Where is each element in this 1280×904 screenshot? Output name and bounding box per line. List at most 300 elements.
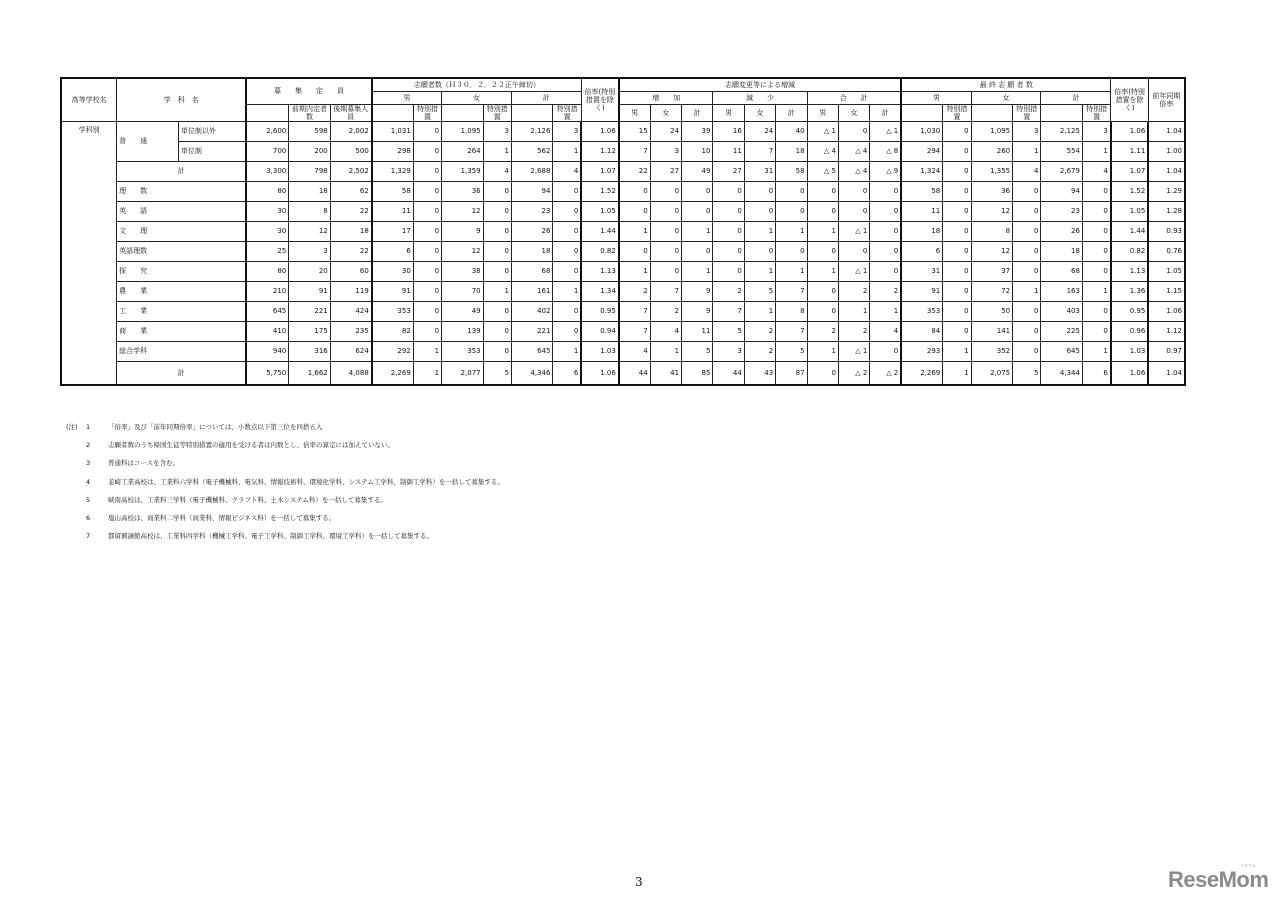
cell-if: 0 [650,242,681,262]
cell-fm: 11 [901,202,943,222]
cell-ffs: 1 [1013,142,1041,162]
cell-im: 0 [619,202,650,222]
note-number: 4 [86,477,91,486]
cell-df: 2 [744,342,775,362]
cell-im: 7 [619,302,650,322]
group-label: 学科別 [61,122,117,386]
cell-t: 402 [511,302,553,322]
cell-early: 316 [289,342,331,362]
cell-f: 353 [442,342,484,362]
cell-fr: 1.03 [1111,342,1148,362]
cell-fm: 2,269 [901,362,943,386]
cell-fm: 84 [901,322,943,342]
cell-im: 7 [619,322,650,342]
cell-f: 70 [442,282,484,302]
cell-ms: 0 [413,142,441,162]
cell-fs: 3 [483,122,511,142]
cell-fr: 1.07 [1111,162,1148,182]
cell-ms: 0 [413,202,441,222]
cell-t: 562 [511,142,553,162]
header-male-special: 特別措置 [413,105,441,122]
note-text: 普通科はコースを含む。 [108,459,180,468]
cell-fms: 0 [943,222,971,242]
cell-df: 1 [744,262,775,282]
cell-late: 2,502 [330,162,372,182]
cell-fms: 0 [943,122,971,142]
cell-early: 12 [289,222,331,242]
cell-cm: 0 [807,302,838,322]
cell-fr: 1.36 [1111,282,1148,302]
cell-cap: 940 [246,342,289,362]
cell-m: 2,269 [372,362,414,386]
cell-cf: △ 4 [838,162,869,182]
table-row [61,262,1185,282]
cell-dt: 5 [776,342,807,362]
cell-t: 4,346 [511,362,553,386]
cell-dt: 0 [776,182,807,202]
note-item [66,527,504,545]
table-row [61,122,1185,142]
header-dec-female: 女 [744,105,775,122]
cell-f: 2,077 [442,362,484,386]
cell-early: 221 [289,302,331,322]
cell-if: 2 [650,302,681,322]
cell-df: 7 [744,142,775,162]
cell-fts: 1 [1082,282,1110,302]
header-inc-male: 男 [619,105,650,122]
cell-df: 0 [744,202,775,222]
cell-fms: 0 [943,282,971,302]
header-ftotal-blank [1041,105,1083,122]
cell-dm: 5 [713,322,744,342]
note-text: 志願者数のうち帰国生徒等特別措置の適用を受ける者は内数とし、倍率の算定には加えていない。 [108,441,394,450]
cell-dt: 7 [776,282,807,302]
cell-ct: 1 [870,302,901,322]
cell-pr: 1.12 [1148,322,1185,342]
cell-cap: 410 [246,322,289,342]
cell-late: 235 [330,322,372,342]
cell-df: 2 [744,322,775,342]
cell-f: 38 [442,262,484,282]
cell-ft: 2,125 [1041,122,1083,142]
resemom-logo-kana: リセマム [1240,863,1256,868]
note-number: 7 [86,532,91,541]
cell-ft: 94 [1041,182,1083,202]
cell-m: 11 [372,202,414,222]
cell-m: 30 [372,262,414,282]
header-final-male: 男 [901,92,971,105]
cell-im: 7 [619,142,650,162]
cell-r: 1.07 [581,162,618,182]
header-inc-female: 女 [650,105,681,122]
cell-r: 1.12 [581,142,618,162]
cell-fms: 0 [943,182,971,202]
cell-fr: 1.52 [1111,182,1148,202]
cell-pr: 1.04 [1148,162,1185,182]
cell-fm: 58 [901,182,943,202]
cell-ts: 0 [553,322,581,342]
cell-cm: 1 [807,222,838,242]
header-capacity-late: 後期募集人員 [330,105,372,122]
header-decrease: 減 少 [713,92,807,105]
cell-fms: 0 [943,162,971,182]
cell-fms: 0 [943,262,971,282]
cell-ts: 4 [553,162,581,182]
header-ffemale-blank [971,105,1013,122]
header-capacity-early: 前期内定者数 [289,105,331,122]
header-ftotal-special: 特別措置 [1082,105,1110,122]
cell-it: 11 [682,322,713,342]
cell-fr: 0.96 [1111,322,1148,342]
cell-dm: 2 [713,282,744,302]
cell-cf: 1 [838,302,869,322]
cell-ff: 50 [971,302,1013,322]
header-fmale-special: 特別措置 [943,105,971,122]
table-row [61,282,1185,302]
row-label: 単位制以外 [178,122,246,142]
cell-m: 82 [372,322,414,342]
cell-im: 0 [619,242,650,262]
cell-pr: 0.97 [1148,342,1185,362]
cell-im: 2 [619,282,650,302]
cell-r: 1.44 [581,222,618,242]
cell-ts: 1 [553,282,581,302]
cell-t: 645 [511,342,553,362]
cell-ts: 0 [553,222,581,242]
note-text: 峡南高校は、工業科三学科（電子機械科、クラフト科、土木システム科）を一括して募集する。 [108,495,387,504]
cell-ms: 1 [413,362,441,386]
cell-ms: 1 [413,342,441,362]
cell-fts: 1 [1082,142,1110,162]
cell-cf: △ 2 [838,362,869,386]
cell-pr: 1.15 [1148,282,1185,302]
header-male-blank [372,105,414,122]
cell-t: 221 [511,322,553,342]
cell-df: 0 [744,242,775,262]
cell-ts: 1 [553,142,581,162]
cell-pr: 1.05 [1148,262,1185,282]
cell-ff: 1,095 [971,122,1013,142]
cell-ft: 68 [1041,262,1083,282]
cell-cap: 80 [246,262,289,282]
note-text: 韮崎工業高校は、工業科六学科（電子機械科、電気科、情報技術科、環境化学科、システム工学科、制御工学科）を一括して募集する。 [108,477,504,486]
note-item [66,473,504,491]
cell-early: 1,662 [289,362,331,386]
cell-dm: 7 [713,302,744,322]
cell-fm: 91 [901,282,943,302]
cell-fm: 6 [901,242,943,262]
cell-cf: 0 [838,242,869,262]
cell-fs: 0 [483,182,511,202]
futsu-label: 普 通 [117,122,179,162]
table-row [61,202,1185,222]
cell-late: 60 [330,262,372,282]
note-item [66,454,504,472]
cell-ms: 0 [413,322,441,342]
cell-ct: 0 [870,342,901,362]
cell-pr: 1.04 [1148,122,1185,142]
cell-late: 18 [330,222,372,242]
cell-ffs: 0 [1013,242,1041,262]
header-sum-total: 計 [870,105,901,122]
cell-ct: △ 1 [870,122,901,142]
cell-cf: △ 4 [838,142,869,162]
cell-ff: 1,355 [971,162,1013,182]
cell-ct: 0 [870,242,901,262]
cell-early: 598 [289,122,331,142]
cell-late: 22 [330,202,372,222]
cell-t: 2,126 [511,122,553,142]
cell-if: 41 [650,362,681,386]
header-capacity-blank [246,105,289,122]
note-item [66,436,504,454]
cell-fs: 0 [483,342,511,362]
cell-fr: 1.05 [1111,202,1148,222]
cell-cm: 0 [807,182,838,202]
cell-if: 1 [650,342,681,362]
cell-f: 264 [442,142,484,162]
cell-cap: 2,600 [246,122,289,142]
note-prefix: (注) [66,423,78,431]
cell-m: 1,031 [372,122,414,142]
table-row [61,242,1185,262]
notes [66,418,504,545]
cell-it: 0 [682,202,713,222]
cell-df: 0 [744,182,775,202]
cell-early: 3 [289,242,331,262]
header-sum-male: 男 [807,105,838,122]
cell-cm: △ 1 [807,122,838,142]
cell-ms: 0 [413,122,441,142]
cell-late: 119 [330,282,372,302]
note-prefix [66,454,86,472]
cell-dt: 1 [776,222,807,242]
cell-pr: 0.76 [1148,242,1185,262]
cell-late: 4,088 [330,362,372,386]
cell-fs: 0 [483,222,511,242]
cell-t: 26 [511,222,553,242]
cell-pr: 0.93 [1148,222,1185,242]
cell-fm: 1,324 [901,162,943,182]
cell-r: 1.06 [581,362,618,386]
cell-f: 1,359 [442,162,484,182]
cell-ct: 4 [870,322,901,342]
header-female-blank [442,105,484,122]
cell-im: 1 [619,222,650,242]
note-prefix [66,527,86,545]
cell-m: 1,329 [372,162,414,182]
cell-dm: 44 [713,362,744,386]
cell-im: 44 [619,362,650,386]
cell-fts: 0 [1082,302,1110,322]
cell-if: 0 [650,182,681,202]
cell-ft: 26 [1041,222,1083,242]
cell-ct: △ 9 [870,162,901,182]
cell-cm: 0 [807,242,838,262]
note-item [66,509,504,527]
cell-cm: 0 [807,202,838,222]
cell-t: 2,688 [511,162,553,182]
cell-cm: 0 [807,282,838,302]
cell-fr: 0.95 [1111,302,1148,322]
cell-cm: 2 [807,322,838,342]
cell-fr: 0.82 [1111,242,1148,262]
note-text: 塩山高校は、商業科二学科（商業科、情報ビジネス科）を一括して募集する。 [108,514,336,523]
cell-ft: 163 [1041,282,1083,302]
cell-late: 62 [330,182,372,202]
cell-fms: 1 [943,362,971,386]
cell-fms: 0 [943,302,971,322]
cell-fms: 0 [943,142,971,162]
cell-cap: 30 [246,202,289,222]
cell-ft: 225 [1041,322,1083,342]
cell-dt: 58 [776,162,807,182]
header-total-blank [511,105,553,122]
cell-dm: 0 [713,202,744,222]
cell-f: 36 [442,182,484,202]
cell-early: 798 [289,162,331,182]
cell-cf: △ 1 [838,222,869,242]
header-dept-name: 学 科 名 [117,78,247,122]
cell-late: 22 [330,242,372,262]
cell-f: 49 [442,302,484,322]
cell-r: 1.06 [581,122,618,142]
cell-cm: 0 [807,362,838,386]
row-label: 単位制 [178,142,246,162]
cell-it: 9 [682,282,713,302]
note-text: 都留興譲館高校は、工業科四学科（機械工学科、電子工学科、制御工学科、環境工学科）を一括して募集する。 [108,532,433,541]
cell-fts: 6 [1082,362,1110,386]
cell-m: 353 [372,302,414,322]
cell-ts: 0 [553,262,581,282]
table-row [61,362,1185,386]
cell-cap: 700 [246,142,289,162]
note-number: 3 [86,459,91,468]
cell-fms: 1 [943,342,971,362]
cell-ts: 0 [553,302,581,322]
cell-r: 1.52 [581,182,618,202]
header-change-total: 合 計 [807,92,901,105]
cell-cf: 0 [838,202,869,222]
cell-late: 624 [330,342,372,362]
cell-fs: 0 [483,242,511,262]
cell-early: 200 [289,142,331,162]
cell-fts: 0 [1082,242,1110,262]
cell-dt: 18 [776,142,807,162]
cell-it: 1 [682,222,713,242]
cell-ts: 1 [553,342,581,362]
cell-m: 17 [372,222,414,242]
cell-ff: 37 [971,262,1013,282]
cell-ffs: 4 [1013,162,1041,182]
cell-df: 5 [744,282,775,302]
cell-t: 68 [511,262,553,282]
cell-fts: 0 [1082,202,1110,222]
cell-it: 1 [682,262,713,282]
cell-ft: 4,344 [1041,362,1083,386]
cell-im: 0 [619,182,650,202]
cell-t: 18 [511,242,553,262]
cell-fm: 294 [901,142,943,162]
cell-df: 1 [744,302,775,322]
cell-m: 6 [372,242,414,262]
header-change: 志願変更等による増減 [619,78,901,92]
header-capacity: 募 集 定 員 [246,78,372,105]
header-male: 男 [372,92,442,105]
cell-im: 15 [619,122,650,142]
cell-ts: 3 [553,122,581,142]
row-label: 計 [117,362,247,386]
cell-it: 0 [682,182,713,202]
cell-t: 23 [511,202,553,222]
cell-cap: 80 [246,182,289,202]
table-row [61,222,1185,242]
cell-f: 12 [442,202,484,222]
cell-ft: 645 [1041,342,1083,362]
cell-cm: △ 4 [807,142,838,162]
cell-fr: 1.06 [1111,122,1148,142]
cell-ffs: 0 [1013,202,1041,222]
applicant-table [60,77,1186,386]
cell-fs: 4 [483,162,511,182]
cell-fs: 0 [483,262,511,282]
cell-ct: 0 [870,182,901,202]
cell-ff: 12 [971,242,1013,262]
cell-im: 4 [619,342,650,362]
cell-ct: 2 [870,282,901,302]
cell-it: 49 [682,162,713,182]
cell-ffs: 5 [1013,362,1041,386]
cell-if: 27 [650,162,681,182]
note-number: 5 [86,495,91,504]
row-label: 工 業 [117,302,247,322]
cell-r: 1.03 [581,342,618,362]
header-ratio: 倍率(特別措置を除く) [581,78,618,122]
cell-fs: 5 [483,362,511,386]
cell-cf: △ 1 [838,262,869,282]
cell-ct: 0 [870,222,901,242]
cell-dm: 0 [713,262,744,282]
cell-ms: 0 [413,242,441,262]
cell-df: 31 [744,162,775,182]
cell-late: 2,002 [330,122,372,142]
note-number: 1 [86,423,91,431]
cell-dm: 0 [713,242,744,262]
note-prefix [66,509,86,527]
resemom-logo: ReseMom [1168,867,1269,892]
cell-ff: 72 [971,282,1013,302]
header-final-ratio: 倍率(特別措置を除く) [1111,78,1148,122]
cell-fts: 1 [1082,342,1110,362]
cell-ff: 8 [971,222,1013,242]
cell-f: 1,095 [442,122,484,142]
cell-cm: △ 5 [807,162,838,182]
cell-fs: 1 [483,282,511,302]
table-body [61,122,1185,386]
cell-pr: 1.29 [1148,182,1185,202]
cell-m: 298 [372,142,414,162]
header-ffemale-special: 特別措置 [1013,105,1041,122]
header-final-female: 女 [971,92,1041,105]
cell-pr: 1.28 [1148,202,1185,222]
cell-ffs: 0 [1013,222,1041,242]
cell-ts: 0 [553,182,581,202]
note-prefix [66,491,86,509]
cell-df: 1 [744,222,775,242]
cell-dm: 3 [713,342,744,362]
cell-fts: 0 [1082,222,1110,242]
cell-ffs: 0 [1013,322,1041,342]
